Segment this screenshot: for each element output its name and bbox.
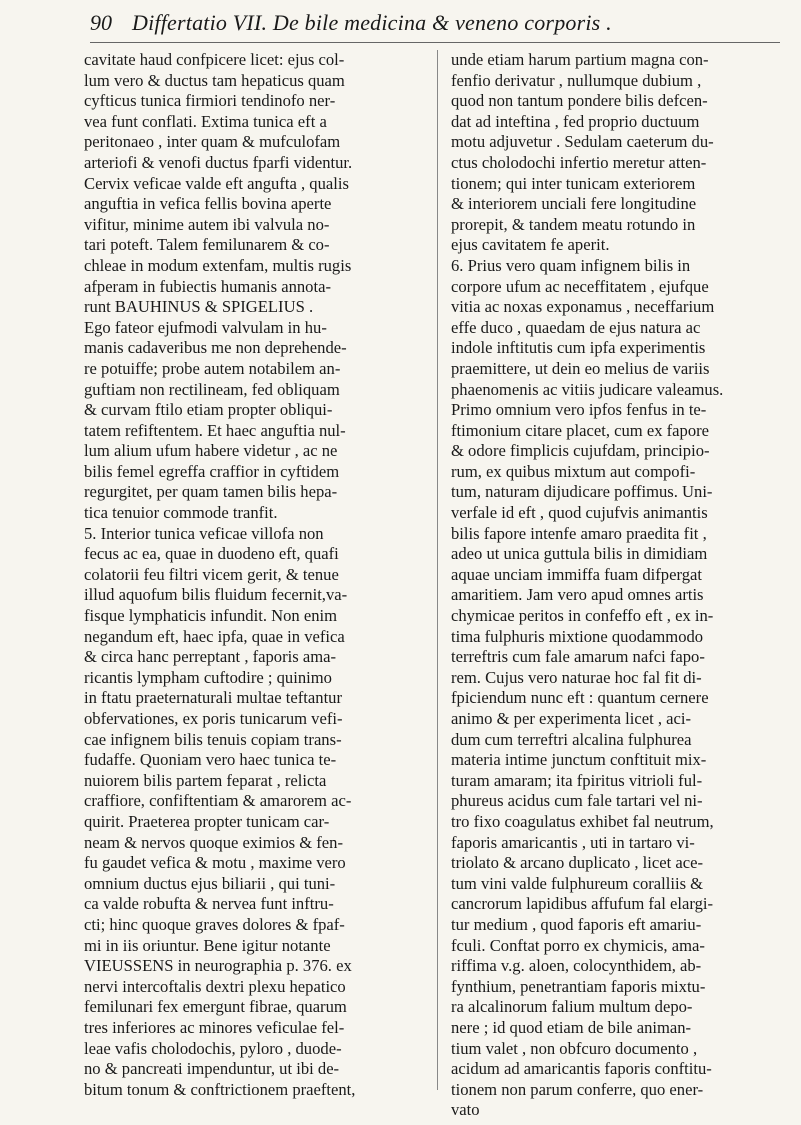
- text-line: 5. Interior tunica veficae villofa non: [84, 523, 324, 543]
- text-line: vea funt conflati. Extima tunica eft a: [84, 111, 327, 131]
- text-line: colatorii feu filtri vicem gerit, & tenue: [84, 564, 339, 584]
- text-line: materia intime junctum conftituit mix-: [451, 750, 707, 770]
- text-line: fecus ac ea, quae in duodeno eft, quafi: [84, 544, 339, 564]
- text-line: bilis fapore intenfe amaro praedita fit ,: [451, 523, 707, 543]
- text-line: riffima v.g. aloen, colocynthidem, ab-: [451, 956, 702, 976]
- text-line: chymicae peritos in confeffo eft , ex in-: [451, 606, 714, 626]
- text-line: nervi intercoftalis dextri plexu hepatico: [84, 976, 346, 996]
- text-line: tium valet , non obfcuro documento ,: [451, 1038, 698, 1058]
- text-line: neam & nervos quoque eximios & fen-: [84, 832, 343, 852]
- right-column: [451, 50, 784, 1121]
- text-line: negandum eft, haec ipfa, quae in vefica: [84, 626, 345, 646]
- text-line: nere ; id quod etiam de bile animan-: [451, 1017, 692, 1037]
- text-line: terreftris cum fale amarum nafci fapo-: [451, 647, 705, 667]
- text-line: prorepit, & tandem meatu rotundo in: [451, 214, 696, 234]
- text-line: anguftia in vefica fellis bovina aperte: [84, 194, 332, 214]
- text-line: tica tenuior commode tranfit.: [84, 503, 278, 523]
- text-line: ra alcalinorum falium multum depo-: [451, 997, 693, 1017]
- text-line: 6. Prius vero quam infignem bilis in: [451, 255, 691, 275]
- left-column: [84, 50, 420, 1100]
- text-line: leae vafis cholodochis, pyloro , duode-: [84, 1038, 342, 1058]
- text-line: runt BAUHINUS & SPIGELIUS .: [84, 297, 314, 317]
- text-line: quirit. Praeterea propter tunicam car-: [84, 811, 330, 831]
- text-line: cavitate haud confpicere licet: ejus col-: [84, 50, 345, 69]
- text-line: nuiorem bilis partem feparat , relicta: [84, 770, 327, 790]
- page-number: 90: [90, 10, 112, 35]
- text-line: aquae unciam immiffa fuam difpergat: [451, 564, 702, 584]
- text-line: ejus cavitatem fe aperit.: [451, 235, 610, 255]
- text-line: VIEUSSENS in neurographia p. 376. ex: [84, 956, 352, 976]
- text-line: animo & per experimenta licet , aci-: [451, 709, 692, 728]
- text-line: regurgitet, per quam tamen bilis hepa-: [84, 482, 338, 502]
- text-line: vitia ac noxas exponamus , neceffarium: [451, 297, 715, 317]
- text-line: dum cum terreftri alcalina fulphurea: [451, 729, 692, 749]
- text-line: illud aquofum bilis fluidum fecernit,va-: [84, 585, 348, 605]
- text-line: chleae in modum extenfam, multis rugis: [84, 255, 352, 275]
- text-line: bilis femel egreffa craffior in cyftidem: [84, 461, 340, 481]
- text-line: tima fulphuris mixtione quodammodo: [451, 626, 704, 646]
- text-line: tari poteft. Talem femilunarem & co-: [84, 235, 330, 255]
- text-line: femilunari fex emergunt fibrae, quarum: [84, 997, 347, 1017]
- text-line: unde etiam harum partium magna con-: [451, 50, 709, 69]
- text-line: peritonaeo , inter quam & mufculofam: [84, 132, 341, 152]
- text-line: rem. Cujus vero naturae hoc fal fit di-: [451, 667, 702, 687]
- text-line: & circa hanc perreptant , faporis ama-: [84, 647, 337, 667]
- text-line: tro fixo coagulatus exhibet fal neutrum,: [451, 811, 714, 831]
- text-line: re potuiffe; probe autem notabilem an-: [84, 358, 341, 378]
- text-line: effe duco , quaedam de ejus natura ac: [451, 317, 701, 337]
- text-line: quod non tantum pondere bilis defcen-: [451, 91, 708, 111]
- text-line: afperam in fubiectis humanis annota-: [84, 276, 331, 296]
- text-line: cae infignem bilis tenuis copiam trans-: [84, 729, 342, 749]
- text-line: faporis amaricantis , uti in tartaro vi-: [451, 832, 695, 852]
- text-line: guftiam non rectilineam, fed obliquam: [84, 379, 340, 399]
- text-line: acidum ad amaricantis faporis conftitu-: [451, 1059, 712, 1079]
- running-title: Differtatio VII. De bile medicina & veneno corporis .: [132, 10, 612, 35]
- column-divider: [437, 50, 438, 1090]
- text-line: tum, naturam dijudicare poffimus. Uni-: [451, 482, 713, 502]
- text-line: tionem non parum conferre, quo ener-: [451, 1079, 704, 1099]
- text-line: Cervix veficae valde eft angufta , qualis: [84, 173, 349, 193]
- text-line: tionem; qui inter tunicam exteriorem: [451, 173, 696, 193]
- text-line: cyfticus tunica firmiori tendinofo ner-: [84, 91, 336, 111]
- text-line: tum vini valde fulphureum coralliis &: [451, 873, 704, 893]
- text-line: Ego fateor ejufmodi valvulam in hu-: [84, 317, 327, 337]
- text-line: & odore fimplicis cujufdam, principio-: [451, 441, 710, 461]
- text-line: corpore ufum ac neceffitatem , ejufque: [451, 276, 709, 296]
- text-line: ftimonium citare placet, cum ex fapore: [451, 420, 710, 440]
- text-line: craffiore, confiftentiam & amarorem ac-: [84, 791, 352, 811]
- text-line: tres inferiores ac minores veficulae fel-: [84, 1017, 345, 1037]
- text-line: ricantis lympham cuftodire ; quinimo: [84, 667, 332, 687]
- text-line: & curvam ftilo etiam propter obliqui-: [84, 400, 333, 420]
- text-line: fu gaudet vefica & motu , maxime vero: [84, 853, 346, 873]
- text-line: omnium ductus ejus biliarii , qui tuni-: [84, 873, 336, 893]
- text-line: motu adjuvetur . Sedulam caeterum du-: [451, 132, 714, 152]
- text-line: fculi. Conftat porro ex chymicis, ama-: [451, 935, 705, 955]
- text-line: fudaffe. Quoniam vero haec tunica te-: [84, 750, 337, 770]
- text-line: & interiorem unciali fere longitudine: [451, 194, 697, 214]
- text-line: cancrorum lapidibus affufum fal elargi-: [451, 894, 714, 914]
- text-line: ctus cholodochi infertio meretur atten-: [451, 152, 707, 172]
- text-line: vato: [451, 1100, 480, 1120]
- text-line: fynthium, penetrantiam faporis mixtu-: [451, 976, 706, 996]
- text-line: cti; hinc quoque graves dolores & fpaf-: [84, 914, 345, 934]
- header-rule: [90, 42, 780, 43]
- text-line: manis cadaveribus me non deprehende-: [84, 338, 347, 358]
- text-line: obfervationes, ex poris tunicarum vefi-: [84, 709, 343, 728]
- text-line: adeo ut unica guttula bilis in dimidiam: [451, 544, 708, 564]
- text-line: mi in iis oriuntur. Bene igitur notante: [84, 935, 331, 955]
- text-line: tur medium , quod faporis eft amariu-: [451, 914, 702, 934]
- text-line: praemittere, ut dein eo melius de variis: [451, 358, 710, 378]
- text-line: Primo omnium vero ipfos fenfus in te-: [451, 400, 707, 420]
- text-line: tatem refiftentem. Et haec anguftia nul-: [84, 420, 346, 440]
- text-line: fenfio derivatur , nullumque dubium ,: [451, 70, 702, 90]
- text-line: ca valde robufta & nervea funt inftru-: [84, 894, 334, 914]
- text-line: turam amaram; ita fpiritus vitrioli ful-: [451, 770, 703, 790]
- text-line: fisque lymphaticis infundit. Non enim: [84, 606, 338, 626]
- text-line: vifitur, minime autem ibi valvula no-: [84, 214, 330, 234]
- text-line: lum vero & ductus tam hepaticus quam: [84, 70, 345, 90]
- text-line: lum alium ufum habere videtur , ac ne: [84, 441, 338, 461]
- page-header: [90, 8, 780, 44]
- text-line: dat ad inteftina , fed proprio ductuum: [451, 111, 700, 131]
- text-line: rum, ex quibus mixtum aut compofi-: [451, 461, 696, 481]
- text-line: phureus acidus cum fale tartari vel ni-: [451, 791, 703, 811]
- text-line: triolato & arcano duplicato , licet ace-: [451, 853, 704, 873]
- text-line: arteriofi & venofi ductus fparfi videntur.: [84, 152, 353, 172]
- text-line: indole inftitutis cum ipfa experimentis: [451, 338, 706, 358]
- text-line: no & pancreati impenduntur, ut ibi de-: [84, 1059, 340, 1079]
- text-line: in ftatu praeternaturali multae teftantur: [84, 688, 343, 708]
- text-line: amaritiem. Jam vero apud omnes artis: [451, 585, 704, 605]
- text-line: verfale id eft , quod cujufvis animantis: [451, 503, 708, 523]
- text-line: bitum tonum & conftrictionem praeftent,: [84, 1079, 356, 1099]
- text-line: phaenomenis ac vitiis judicare valeamus.: [451, 379, 724, 399]
- text-line: fpiciendum nunc eft : quantum cernere: [451, 688, 709, 708]
